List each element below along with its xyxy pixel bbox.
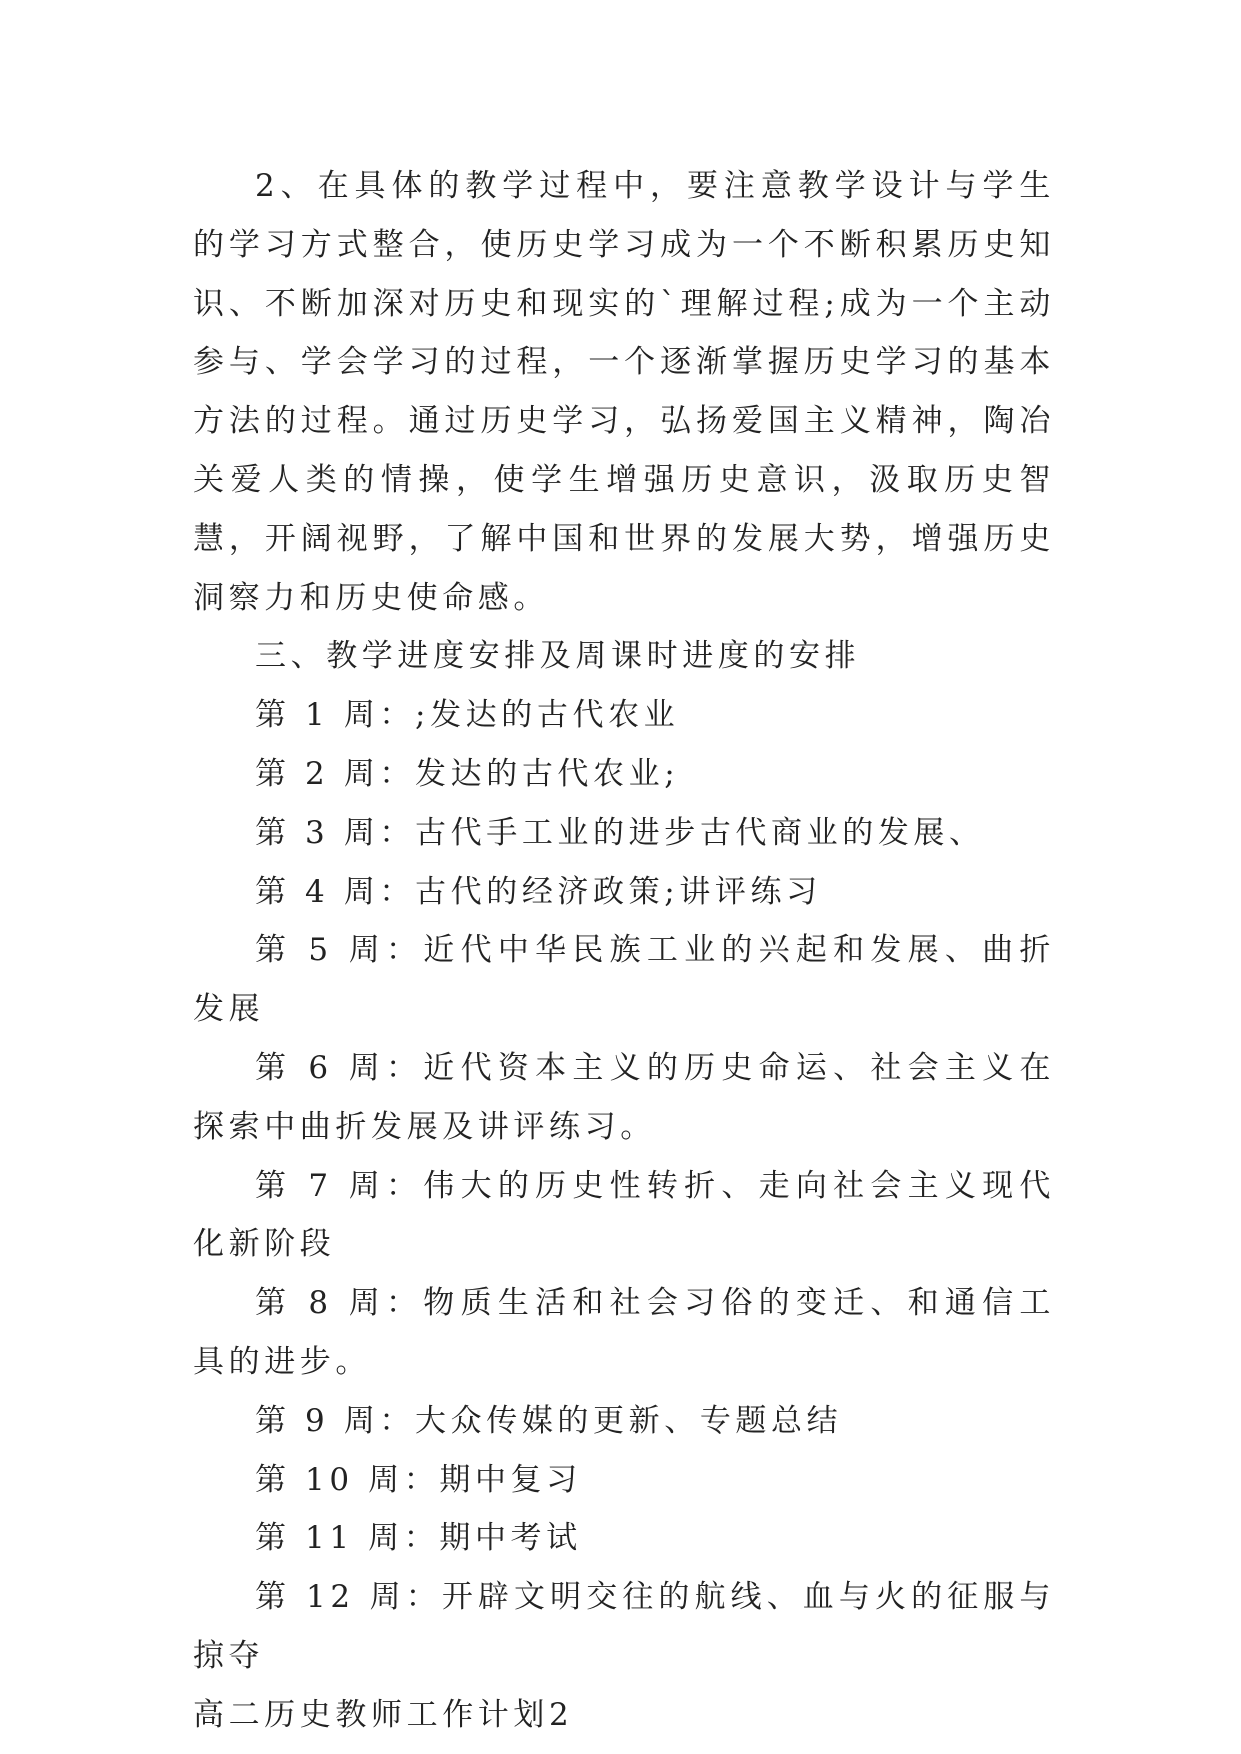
closing-title: 高二历史教师工作计划2 bbox=[193, 1696, 574, 1733]
week-11-item: 第 11 周：期中考试 bbox=[255, 1520, 582, 1557]
section-heading-schedule: 三、教学进度安排及周课时进度的安排 bbox=[255, 638, 861, 675]
week-6-item: 第 6 周：近代资本主义的历史命运、社会主义在探索中曲折发展及讲评练习。 bbox=[193, 1049, 1055, 1145]
week-2-item: 第 2 周：发达的古代农业; bbox=[255, 755, 680, 792]
week-12-item: 第 12 周：开辟文明交往的航线、血与火的征服与掠夺 bbox=[193, 1579, 1055, 1674]
week-4-item: 第 4 周：古代的经济政策;讲评练习 bbox=[255, 873, 822, 910]
week-10-item: 第 10 周：期中复习 bbox=[255, 1461, 582, 1498]
week-9-item: 第 9 周：大众传媒的更新、专题总结 bbox=[255, 1402, 843, 1439]
week-7-item: 第 7 周：伟大的历史性转折、走向社会主义现代化新阶段 bbox=[193, 1167, 1055, 1263]
week-8-item: 第 8 周：物质生活和社会习俗的变迁、和通信工具的进步。 bbox=[193, 1285, 1055, 1380]
paragraph-teaching-process: 2、在具体的教学过程中，要注意教学设计与学生的学习方式整合，使历史学习成为一个不断积累历史知识、不断加深对历史和现实的`理解过程;成为一个主动参与、学会学习的过程，一个逐渐掌握历史学习的基本方法的过程。通过历史学习，弘扬爱国主义精神，陶冶关爱人类的情操，使学生增强历史意识，汲取历史智慧，开阔视野，了解中国和世界的发展大势，增强历史洞察力和历史使命感。 bbox=[193, 168, 1055, 616]
week-1-item: 第 1 周：;发达的古代农业 bbox=[255, 697, 680, 734]
document-body bbox=[193, 157, 1055, 1745]
week-3-item: 第 3 周：古代手工业的进步古代商业的发展、 bbox=[255, 814, 985, 851]
week-5-item: 第 5 周：近代中华民族工业的兴起和发展、曲折发展 bbox=[193, 932, 1055, 1028]
